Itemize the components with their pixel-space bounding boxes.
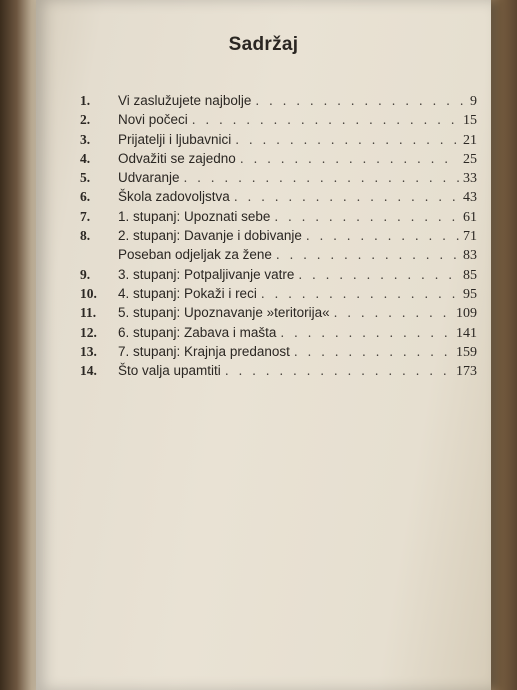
- table-of-contents: [80, 91, 477, 380]
- dot-leader: [235, 131, 459, 150]
- toc-entry: [80, 245, 477, 264]
- book-right-edge: [489, 0, 517, 690]
- toc-entry: [80, 323, 477, 342]
- toc-entry-page: 141: [456, 325, 477, 341]
- page-title: Sadržaj: [228, 34, 299, 55]
- toc-entry-number: 9.: [80, 266, 91, 282]
- toc-entry: [80, 168, 477, 187]
- dot-leader: [298, 266, 459, 285]
- toc-entry: [80, 207, 477, 226]
- book-page: [36, 0, 491, 690]
- dot-leader: [274, 208, 459, 227]
- toc-entry-page: 159: [456, 344, 477, 360]
- toc-entry-title: Udvaranje: [118, 170, 180, 186]
- dot-leader: [306, 227, 459, 246]
- toc-entry-number: 14.: [80, 363, 97, 379]
- toc-entry: [80, 130, 477, 149]
- toc-entry-page: 173: [456, 364, 477, 380]
- toc-entry-page: 43: [463, 190, 477, 206]
- toc-entry: [80, 361, 477, 380]
- toc-entry-title: 4. stupanj: Pokaži i reci: [118, 285, 257, 301]
- toc-entry-number: 2.: [80, 112, 91, 128]
- toc-entry-page: 83: [463, 248, 477, 264]
- toc-entry-title: Poseban odjeljak za žene: [118, 247, 272, 263]
- toc-entry-number: 6.: [80, 189, 91, 205]
- toc-entry-title: Škola zadovoljstva: [118, 189, 230, 205]
- toc-entry-number: 12.: [80, 324, 97, 340]
- toc-entry-title: 7. stupanj: Krajnja predanost: [118, 343, 290, 359]
- toc-entry-page: 15: [463, 113, 477, 129]
- toc-entry-number: 7.: [80, 208, 91, 224]
- toc-entry-page: 109: [456, 306, 477, 322]
- dot-leader: [276, 246, 459, 265]
- toc-entry-title: Vi zaslužujete najbolje: [118, 93, 252, 108]
- toc-entry: [80, 342, 477, 361]
- toc-entry: [80, 187, 477, 206]
- toc-entry-title: 5. stupanj: Upoznavanje »teritorija«: [118, 305, 330, 321]
- toc-entry-page: 71: [463, 229, 477, 245]
- toc-entry-title: Novi počeci: [118, 112, 188, 128]
- dot-leader: [261, 285, 459, 304]
- toc-entry-title: Prijatelji i ljubavnici: [118, 131, 232, 147]
- toc-entry: [80, 149, 477, 168]
- toc-entry-page: 25: [463, 151, 477, 167]
- toc-entry-page: 9: [470, 94, 477, 109]
- toc-entry: [80, 284, 477, 303]
- dot-leader: [234, 188, 459, 207]
- toc-entry-number: 8.: [80, 228, 91, 244]
- toc-entry-title: 1. stupanj: Upoznati sebe: [118, 208, 271, 224]
- toc-entry-title: 2. stupanj: Davanje i dobivanje: [118, 228, 302, 244]
- dot-leader: [184, 169, 459, 188]
- toc-entry-number: 13.: [80, 343, 97, 359]
- toc-entry-number: 5.: [80, 170, 91, 186]
- toc-entry-page: 95: [463, 286, 477, 302]
- toc-entry-number: 3.: [80, 131, 91, 147]
- dot-leader: [225, 362, 452, 381]
- toc-entry: [80, 265, 477, 284]
- dot-leader: [280, 324, 452, 343]
- toc-entry-page: 21: [463, 132, 477, 148]
- toc-entry-title: Odvažiti se zajedno: [118, 150, 236, 166]
- dot-leader: [255, 92, 466, 111]
- toc-entry: [80, 226, 477, 245]
- toc-entry: [80, 91, 477, 110]
- toc-entry-number: 11.: [80, 305, 97, 321]
- toc-entry: [80, 303, 477, 322]
- toc-entry-number: 10.: [80, 285, 97, 301]
- dot-leader: [294, 343, 452, 362]
- dot-leader: [334, 304, 452, 323]
- toc-entry-page: 33: [463, 171, 477, 187]
- dot-leader: [240, 150, 459, 169]
- dot-leader: [192, 111, 459, 130]
- toc-entry: [80, 110, 477, 129]
- toc-entry-page: 61: [463, 209, 477, 225]
- toc-entry-number: 4.: [80, 150, 91, 166]
- toc-entry-title: 3. stupanj: Potpaljivanje vatre: [118, 266, 295, 282]
- toc-entry-number: 1.: [80, 93, 91, 108]
- toc-entry-title: Što valja upamtiti: [118, 363, 221, 379]
- toc-entry-page: 85: [463, 267, 477, 283]
- toc-entry-title: 6. stupanj: Zabava i mašta: [118, 324, 277, 340]
